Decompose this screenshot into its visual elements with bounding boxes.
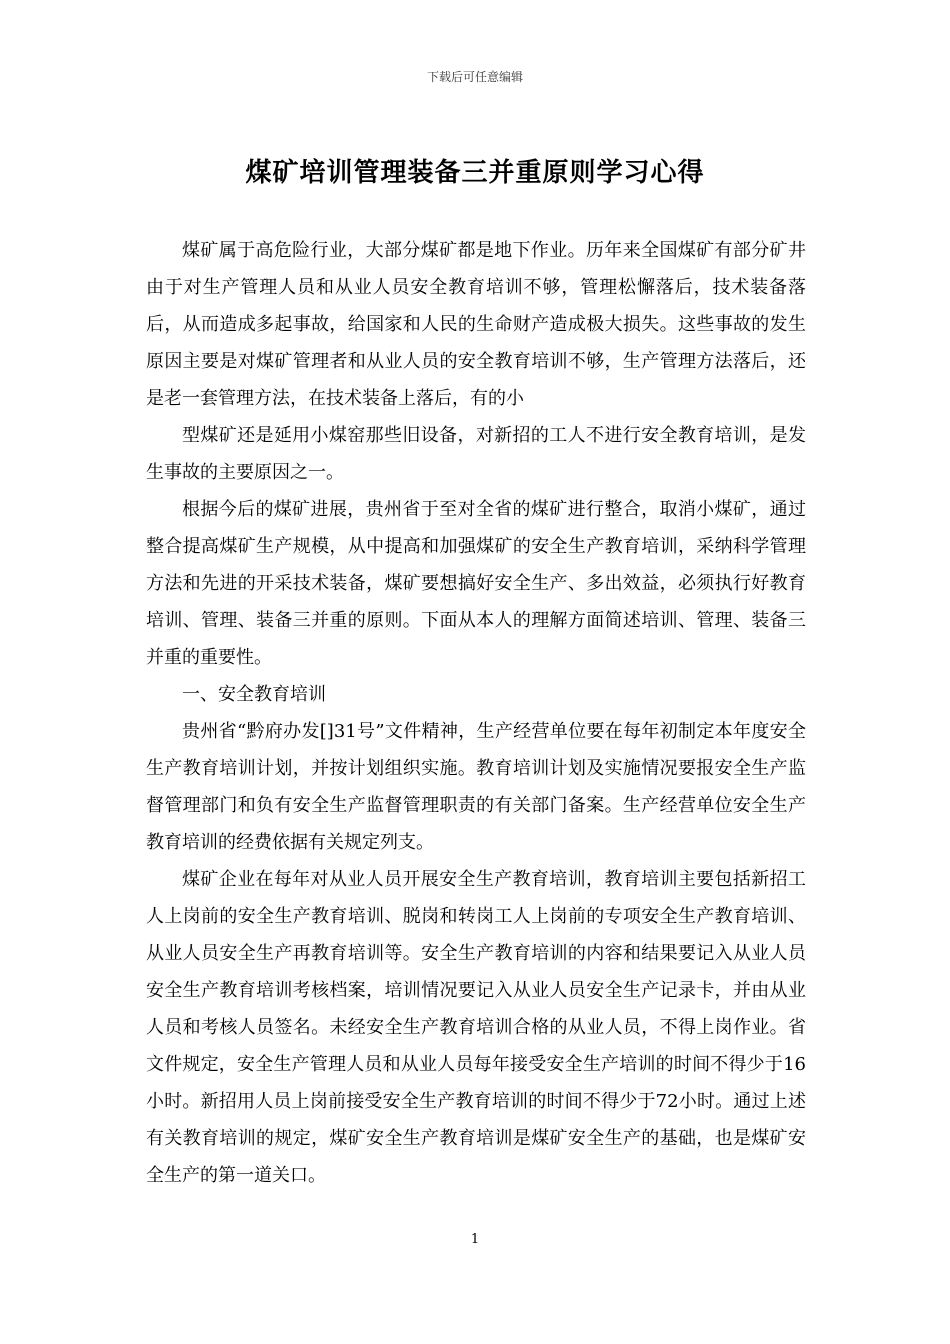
page-number: 1 (470, 1232, 480, 1247)
paragraph-integration: 根据今后的煤矿进展，贵州省于至对全省的煤矿进行整合，取消小煤矿，通过整合提高煤矿生产规模，从中提高和加强煤矿的安全生产教育培训，采纳科学管理方法和先进的开采技术装备，煤矿要想搞好安全生产、多出效益，必须执行好教育培训、管理、装备三并重的原则。下面从本人的理解方面简述培训、管理、装备三并重的重要性。 (146, 499, 806, 668)
document-body (146, 232, 806, 1194)
paragraph-training-requirements: 煤矿企业在每年对从业人员开展安全生产教育培训，教育培训主要包括新招工人上岗前的安全生产教育培训、脱岗和转岗工人上岗前的专项安全生产教育培训、从业人员安全生产再教育培训等。安全生产教育培训的内容和结果要记入从业人员安全生产教育培训考核档案，培训情况要记入从业人员安全生产记录卡，并由从业人员和考核人员签名。未经安全生产教育培训合格的从业人员，不得上岗作业。省文件规定，安全生产管理人员和从业人员每年接受安全生产培训的时间不得少于16小时。新招用人员上岗前接受安全生产教育培训的时间不得少于72小时。通过上述有关教育培训的规定，煤矿安全生产教育培训是煤矿安全生产的基础，也是煤矿安全生产的第一道关口。 (146, 869, 806, 1186)
paragraph-intro: 煤矿属于高危险行业，大部分煤矿都是地下作业。历年来全国煤矿有部分矿井由于对生产管理人员和从业人员安全教育培训不够，管理松懈落后，技术装备落后，从而造成多起事故，给国家和人民的生命财产造成极大损失。这些事故的发生原因主要是对煤矿管理者和从业人员的安全教育培训不够，生产管理方法落后，还是老一套管理方法，在技术装备上落后，有的小 (146, 240, 806, 409)
section-heading-training: 一、安全教育培训 (182, 684, 326, 705)
document-title: 煤矿培训管理装备三并重原则学习心得 (245, 158, 705, 188)
header-note: 下载后可任意编辑 (426, 70, 523, 84)
paragraph-intro-continued: 型煤矿还是延用小煤窑那些旧设备，对新招的工人不进行安全教育培训，是发生事故的主要原因之一。 (146, 425, 806, 483)
paragraph-provincial-document: 贵州省“黔府办发[]31号”文件精神，生产经营单位要在每年初制定本年度安全生产教育培训计划，并按计划组织实施。教育培训计划及实施情况要报安全生产监督管理部门和负有安全生产监督管理职责的有关部门备案。生产经营单位安全生产教育培训的经费依据有关规定列支。 (146, 721, 806, 853)
